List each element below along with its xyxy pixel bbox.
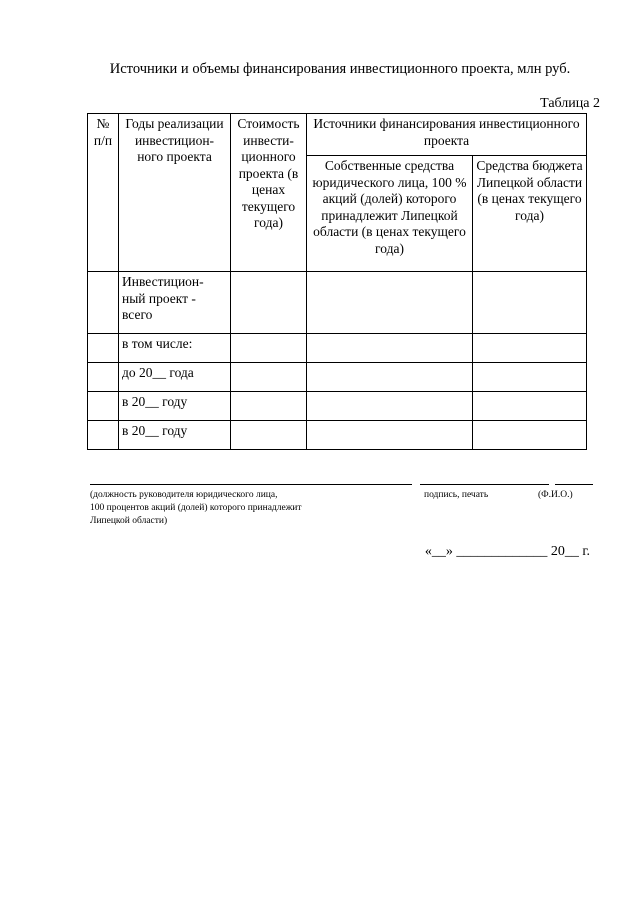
header-budget-funds: Средства бюджета Липецкой области (в ценах текущего года) [473, 156, 587, 272]
row-label-cell: в том числе: [119, 334, 231, 363]
table-row [88, 392, 587, 421]
row-budget-cell [473, 334, 587, 363]
sign-caption: подпись, печать [424, 490, 489, 500]
row-label-cell: в 20__ году [119, 421, 231, 450]
row-cost-cell [231, 272, 307, 334]
row-cost-cell [231, 392, 307, 421]
table-row [88, 421, 587, 450]
row-budget-cell [473, 272, 587, 334]
table-row [88, 334, 587, 363]
position-signature-line [90, 484, 412, 485]
row-budget-cell [473, 392, 587, 421]
position-caption [90, 489, 302, 528]
row-budget-cell [473, 421, 587, 450]
name-caption: (Ф.И.О.) [538, 490, 573, 500]
header-own-funds: Собственные средства юридического лица, 100 % акций (долей) которого принадлежит Липецкой области (в ценах текущего года) [307, 156, 473, 272]
header-num: № п/п [88, 114, 119, 272]
header-cost: Стоимость инвести-ционного проекта (в ценах текущего года) [231, 114, 307, 272]
document-title: Источники и объемы финансирования инвестиционного проекта, млн руб. [109, 61, 571, 77]
position-caption-line-3: Липецкой области) [90, 516, 168, 526]
row-num-cell [88, 334, 119, 363]
row-cost-cell [231, 363, 307, 392]
table-row [88, 363, 587, 392]
financing-table [87, 113, 587, 450]
row-own-cell [307, 392, 473, 421]
row-label-cell: до 20__ года [119, 363, 231, 392]
row-label-cell: в 20__ году [119, 392, 231, 421]
position-caption-line-1: (должность руководителя юридического лица, [90, 490, 278, 500]
row-own-cell [307, 421, 473, 450]
row-num-cell [88, 363, 119, 392]
row-own-cell [307, 272, 473, 334]
sign-signature-line [420, 484, 549, 485]
header-row-1 [88, 114, 587, 156]
row-budget-cell [473, 363, 587, 392]
row-label-cell: Инвестицион-ный проект - всего [119, 272, 231, 334]
name-signature-line [555, 484, 593, 485]
row-num-cell [88, 392, 119, 421]
row-num-cell [88, 421, 119, 450]
row-cost-cell [231, 334, 307, 363]
header-sources: Источники финансирования инвестиционного проекта [307, 114, 587, 156]
row-num-cell [88, 272, 119, 334]
row-own-cell [307, 334, 473, 363]
table-number-label: Таблица 2 [540, 96, 600, 111]
table-row [88, 272, 587, 334]
row-cost-cell [231, 421, 307, 450]
position-caption-line-2: 100 процентов акций (долей) которого принадлежит [90, 503, 302, 513]
date-line: «__» _____________ 20__ г. [424, 544, 590, 559]
header-years: Годы реализации инвестицион-ного проекта [119, 114, 231, 272]
row-own-cell [307, 363, 473, 392]
